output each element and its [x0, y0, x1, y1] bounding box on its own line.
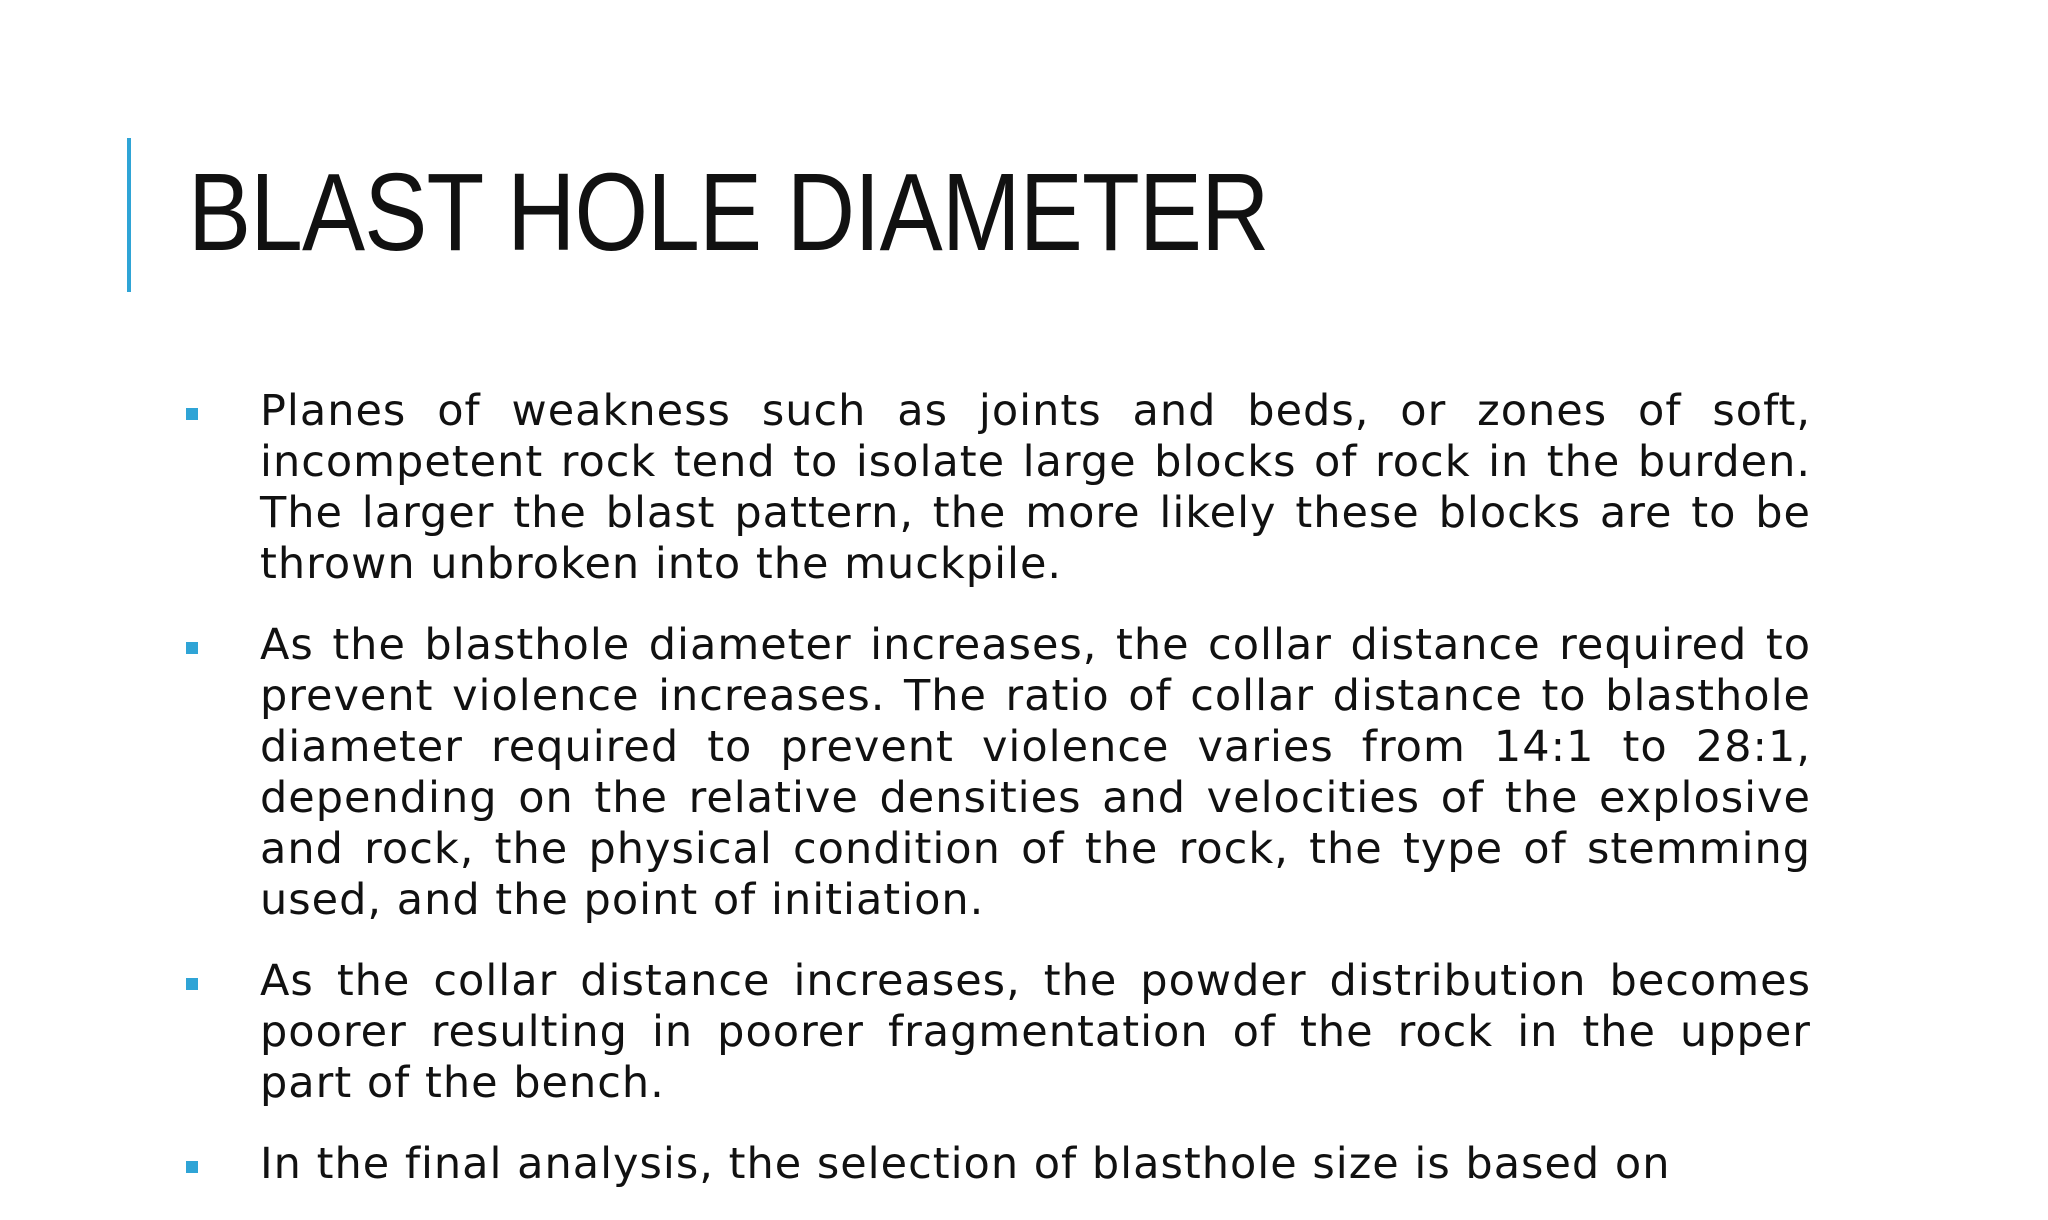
square-bullet-icon: [186, 408, 198, 420]
bullet-item: [186, 1139, 1811, 1190]
bullet-text: As the collar distance increases, the powder distribution becomes poorer resulting in poorer fragmentation of the rock in the upper part of the bench.: [260, 956, 1811, 1108]
bullet-item: [186, 620, 1811, 926]
slide-title: BLAST HOLE DIAMETER: [188, 151, 1269, 274]
square-bullet-icon: [186, 978, 198, 990]
bullet-text: In the final analysis, the selection of blasthole size is based on: [260, 1139, 1671, 1189]
bullet-list: [186, 386, 1811, 1220]
square-bullet-icon: [186, 1161, 198, 1173]
square-bullet-icon: [186, 642, 198, 654]
bullet-item: [186, 956, 1811, 1109]
bullet-text: Planes of weakness such as joints and beds, or zones of soft, incompetent rock tend to isolate large blocks of rock in the burden. The larger the blast pattern, the more likely these blocks are to be thrown unbroken into the muckpile.: [260, 386, 1811, 589]
bullet-text: As the blasthole diameter increases, the collar distance required to prevent violence increases. The ratio of collar distance to blasthole diameter required to prevent violence varies from 14:1 to 28:1, depending on the relative densities and velocities of the explosive and rock, the physical condition of the rock, the type of stemming used, and the point of initiation.: [260, 620, 1811, 925]
bullet-item: [186, 386, 1811, 590]
title-accent-bar: [127, 138, 131, 292]
